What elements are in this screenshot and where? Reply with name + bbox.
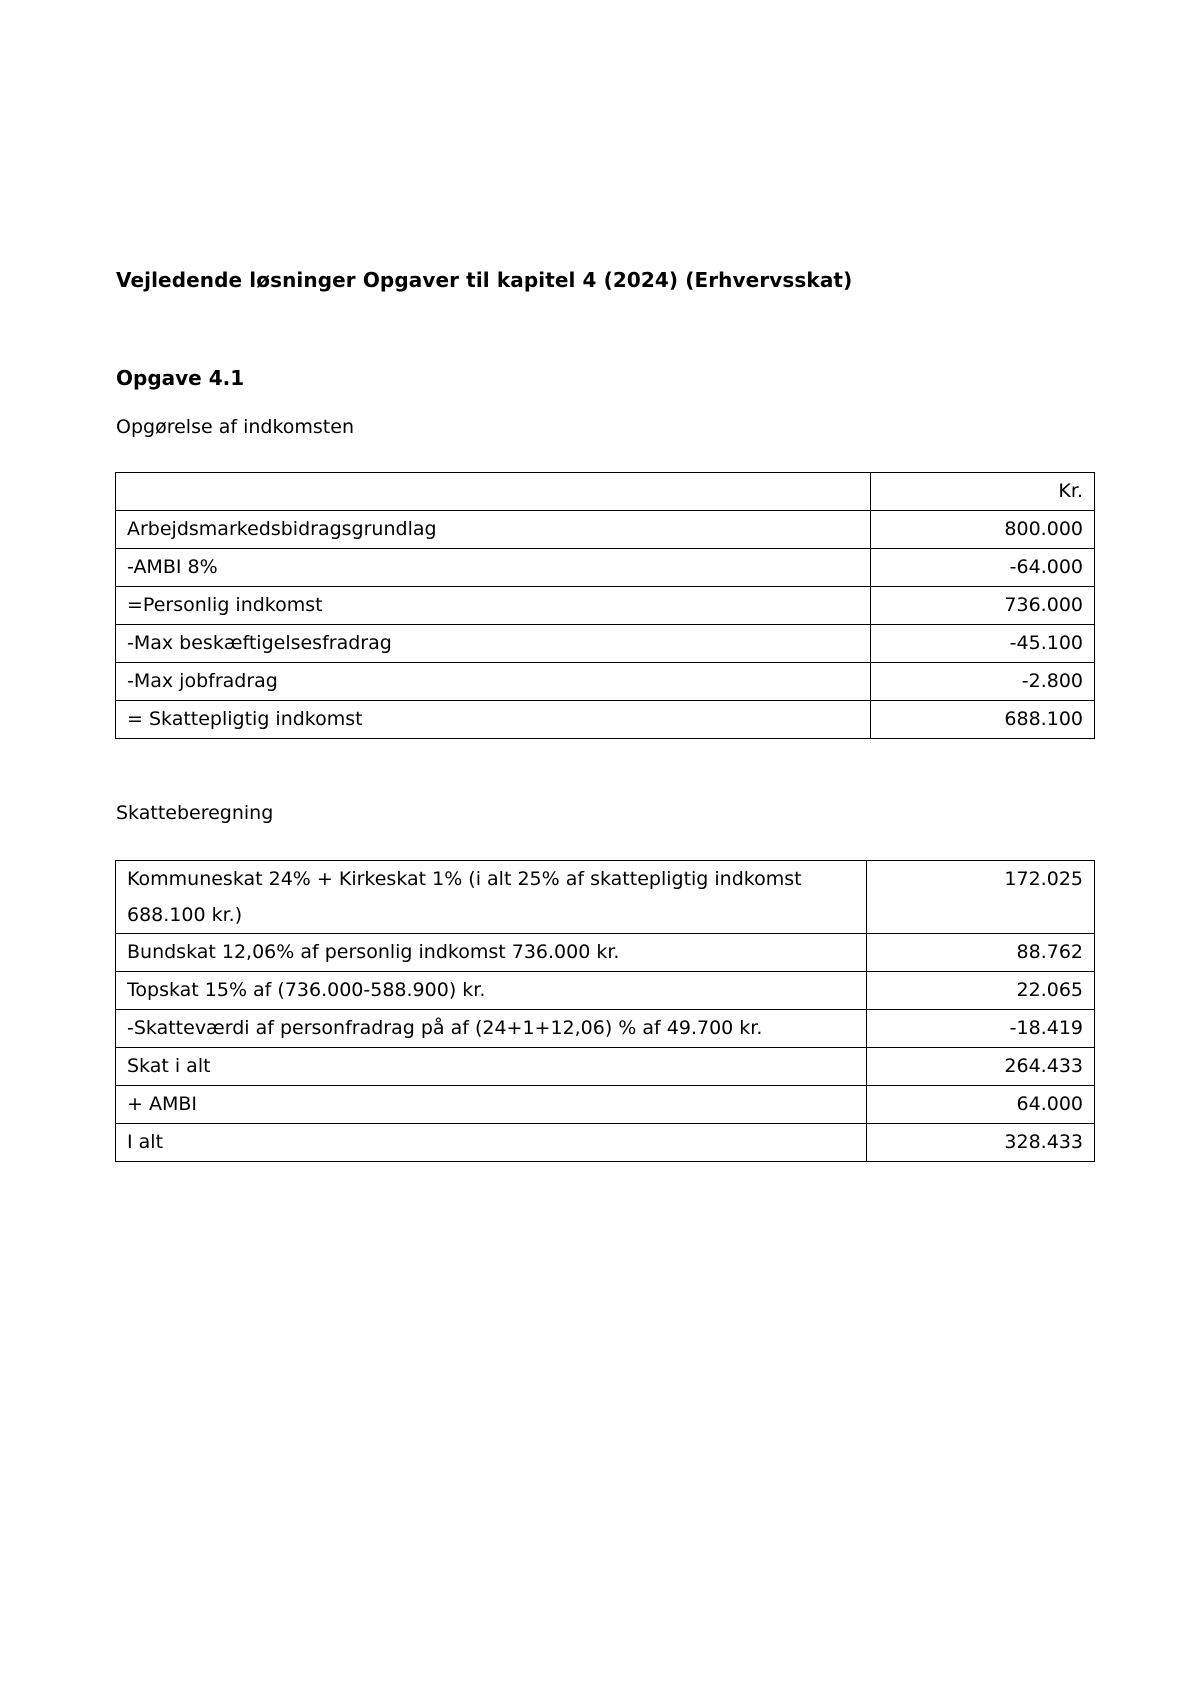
row-label: -AMBI 8%: [116, 549, 871, 587]
section-heading: Opgave 4.1: [116, 366, 245, 390]
row-label: -Max beskæftigelsesfradrag: [116, 625, 871, 663]
income-table: [115, 472, 1095, 739]
row-amount: 328.433: [867, 1124, 1095, 1162]
row-label: -Skatteværdi af personfradrag på af (24+1+12,06) % af 49.700 kr.: [116, 1010, 867, 1048]
row-amount: 88.762: [867, 934, 1095, 972]
row-label: I alt: [116, 1124, 867, 1162]
row-label: Kommuneskat 24% + Kirkeskat 1% (i alt 25% af skattepligtig indkomst 688.100 kr.): [116, 861, 867, 934]
tax-heading: Skatteberegning: [116, 802, 274, 824]
table-row: [116, 663, 1095, 701]
table-row: [116, 934, 1095, 972]
tax-table: [115, 860, 1095, 1162]
page-title: Vejledende løsninger Opgaver til kapitel 4 (2024) (Erhvervsskat): [116, 268, 853, 292]
row-amount: Kr.: [871, 473, 1095, 511]
row-label: =Personlig indkomst: [116, 587, 871, 625]
row-label: Topskat 15% af (736.000-588.900) kr.: [116, 972, 867, 1010]
row-amount: -45.100: [871, 625, 1095, 663]
row-label: [116, 473, 871, 511]
row-amount: -2.800: [871, 663, 1095, 701]
table-row: [116, 1124, 1095, 1162]
row-amount: 172.025: [867, 861, 1095, 934]
row-label: Arbejdsmarkedsbidragsgrundlag: [116, 511, 871, 549]
row-amount: 64.000: [867, 1086, 1095, 1124]
table-row: [116, 587, 1095, 625]
row-amount: -18.419: [867, 1010, 1095, 1048]
table-row: [116, 861, 1095, 934]
row-amount: 688.100: [871, 701, 1095, 739]
table-row: [116, 1010, 1095, 1048]
table-row: [116, 549, 1095, 587]
table-row: [116, 1048, 1095, 1086]
table-row: [116, 625, 1095, 663]
row-label: = Skattepligtig indkomst: [116, 701, 871, 739]
row-amount: 800.000: [871, 511, 1095, 549]
row-label: Bundskat 12,06% af personlig indkomst 736.000 kr.: [116, 934, 867, 972]
table-row: [116, 701, 1095, 739]
row-amount: 264.433: [867, 1048, 1095, 1086]
table-row: [116, 473, 1095, 511]
row-amount: 22.065: [867, 972, 1095, 1010]
row-amount: -64.000: [871, 549, 1095, 587]
table-row: [116, 1086, 1095, 1124]
row-label: Skat i alt: [116, 1048, 867, 1086]
row-label: + AMBI: [116, 1086, 867, 1124]
table-row: [116, 972, 1095, 1010]
income-heading: Opgørelse af indkomsten: [116, 416, 354, 438]
row-label: -Max jobfradrag: [116, 663, 871, 701]
table-row: [116, 511, 1095, 549]
row-amount: 736.000: [871, 587, 1095, 625]
